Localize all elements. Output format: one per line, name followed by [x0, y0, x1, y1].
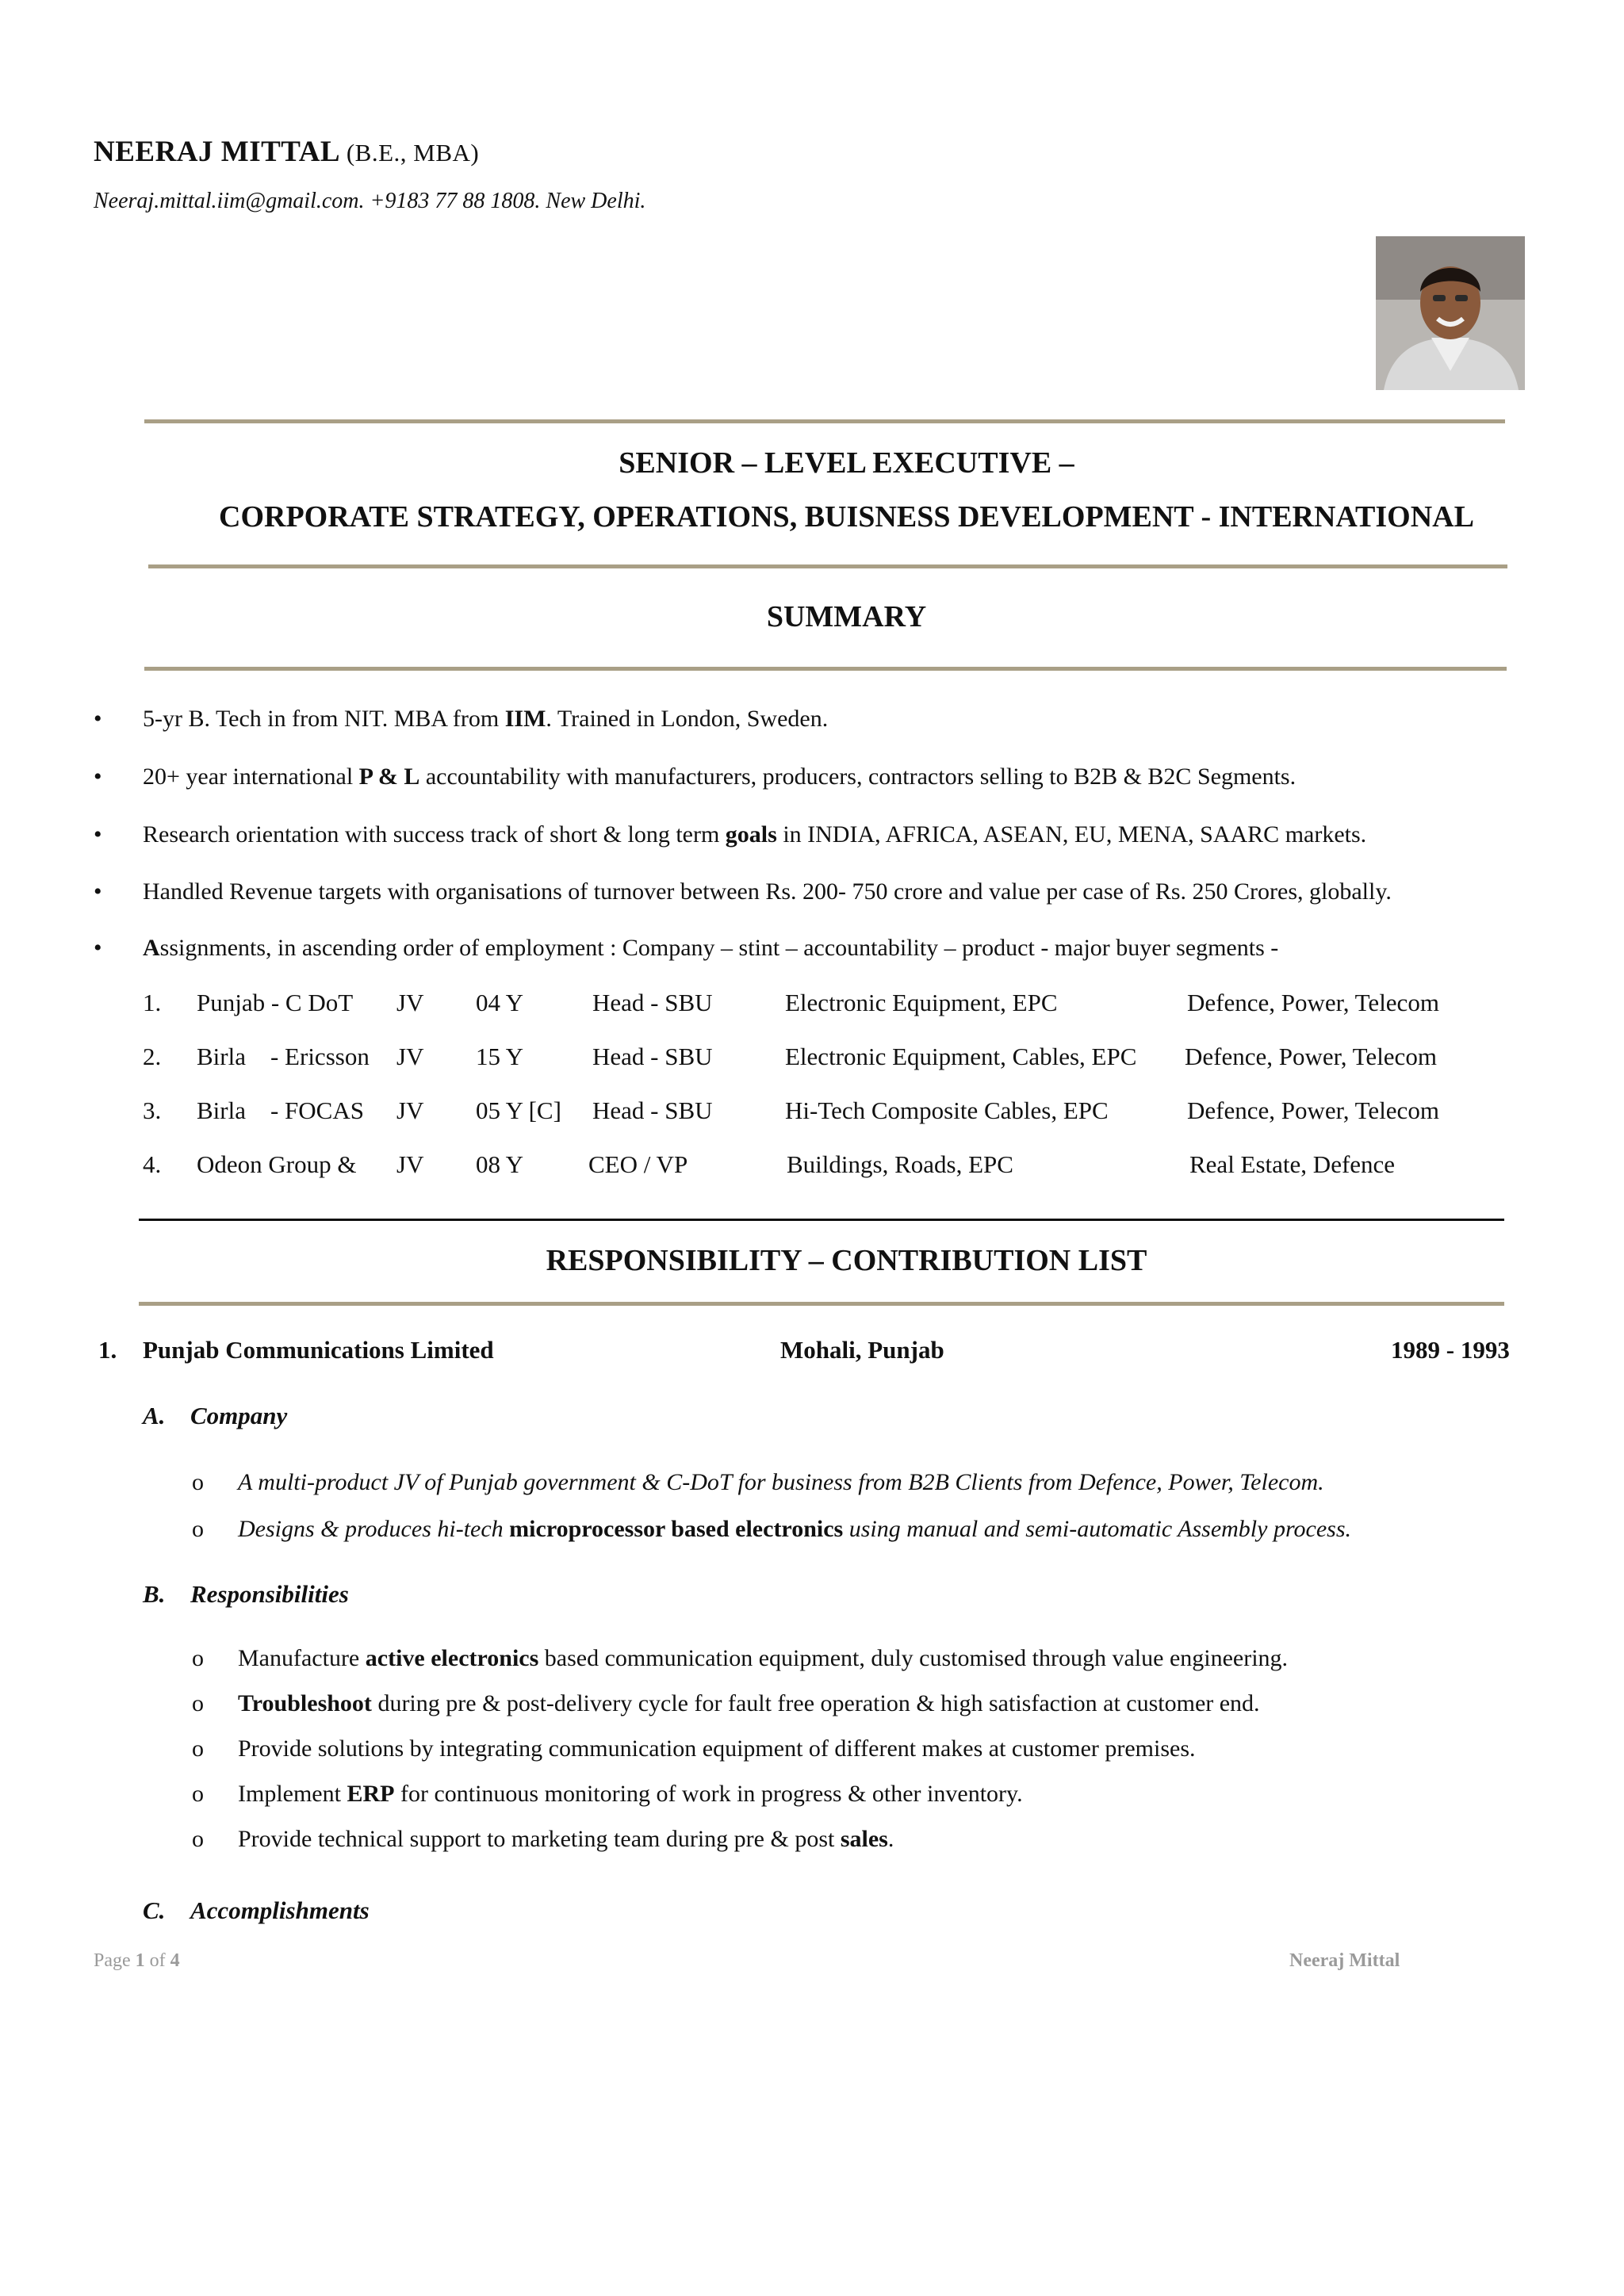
- bullet-icon: •: [94, 935, 102, 961]
- bullet-icon: •: [94, 706, 102, 732]
- circle-bullet-icon: o: [192, 1826, 204, 1852]
- job-company: Punjab Communications Limited: [143, 1336, 494, 1364]
- divider-rule: [139, 1302, 1504, 1306]
- summary-heading: SUMMARY: [766, 600, 927, 633]
- job-number: 1.: [98, 1336, 117, 1364]
- job-years: 1989 - 1993: [1391, 1336, 1510, 1364]
- bullet-icon: •: [94, 821, 102, 848]
- divider-rule: [144, 667, 1507, 671]
- divider-rule: [139, 1219, 1504, 1221]
- circle-bullet-icon: o: [192, 1516, 204, 1542]
- circle-bullet-icon: o: [192, 1469, 204, 1495]
- divider-rule: [148, 564, 1507, 568]
- circle-bullet-icon: o: [192, 1781, 204, 1807]
- circle-bullet-icon: o: [192, 1735, 204, 1762]
- profile-photo: [1376, 236, 1525, 390]
- person-photo-icon: [1376, 236, 1525, 390]
- bullet-icon: •: [94, 763, 102, 790]
- divider-rule: [144, 419, 1505, 423]
- resume-page: NEERAJ MITTAL (B.E., MBA) Neeraj.mittal.iim@gmail.com. +9183 77 88 1808. New Delhi. SENIOR – LEVEL EXECUTIVE – CORPORATE STRATEGY, OPERATIONS, BUISNESS DEVELOPMENT - INTERNATIONAL SUMMARY • 5-yr B. Tech in from NIT. MBA from IIM. Trained in London, Sweden. • 20+ year international P & L accountability with manufacturers, producers, contractors selling to B2B & B2C Segments. • Research orientation with success track of short & long term goals in INDIA, AFRICA, ASEAN, EU, MENA, SAARC markets. • Handled Revenue targets with organisations of turnover between Rs. 200- 750 crore and value per case of Rs. 250 Crores, globally. • Assignments, in ascending order of employment : Company – stint – accountability – product - major buyer segments - 1. Punjab - C DoT JV 04 Y Head - SBU Electronic Equipment, EPC Defence, Power, Telecom 2. Birla - Ericsson JV 15 Y Head - SBU Electronic Equipment, Cables, EPC Defence, Power, Telecom 3. Birla - FOCAS JV 05 Y [C] Head - SBU Hi-Tech Composite Cables, EPC Defence, Power, Telecom 4. Odeon Group & JV 08 Y CEO / VP Buildings, Roads, EPC Real Estate, Defence RESPONSIBILITY – CONTRIBUTION LIST 1. Punjab Communications Limited Mohali, Punjab 1989 - 1993 A. Company o A multi-product JV of Punjab government & C-DoT for business from B2B Clients from Defence, Power, Telecom. o Designs & produces hi-tech microprocessor based electronics using manual and semi-automatic Assembly process. B. Responsibilities o Manufacture active electronics based communication equipment, duly customised through value engineering. o Troubleshoot during pre & post-delivery cycle for fault free operation & high satisfaction at customer end. o Provide solutions by integrating communication equipment of different makes at customer premises. o Implement ERP for continuous monitoring of work in progress & other inventory. o Provide technical support to marketing team during pre & post sales. C. Accomplishments Page 1 of 4 Neeraj Mittal: [0, 0, 1624, 2296]
- page-number: Page 1 of 4: [94, 1950, 180, 1971]
- contact-line: Neeraj.mittal.iim@gmail.com. +9183 77 88 1808. New Delhi.: [94, 189, 646, 213]
- candidate-degrees: (B.E., MBA): [346, 139, 480, 166]
- headline-line-2: CORPORATE STRATEGY, OPERATIONS, BUISNESS DEVELOPMENT - INTERNATIONAL: [219, 500, 1474, 534]
- circle-bullet-icon: o: [192, 1645, 204, 1671]
- footer-author: Neeraj Mittal: [1289, 1950, 1400, 1971]
- responsibility-heading: RESPONSIBILITY – CONTRIBUTION LIST: [546, 1244, 1147, 1277]
- job-location: Mohali, Punjab: [780, 1336, 944, 1364]
- circle-bullet-icon: o: [192, 1690, 204, 1716]
- candidate-name: NEERAJ MITTAL (B.E., MBA): [94, 136, 480, 168]
- headline-line-1: SENIOR – LEVEL EXECUTIVE –: [619, 446, 1074, 480]
- bullet-icon: •: [94, 878, 102, 905]
